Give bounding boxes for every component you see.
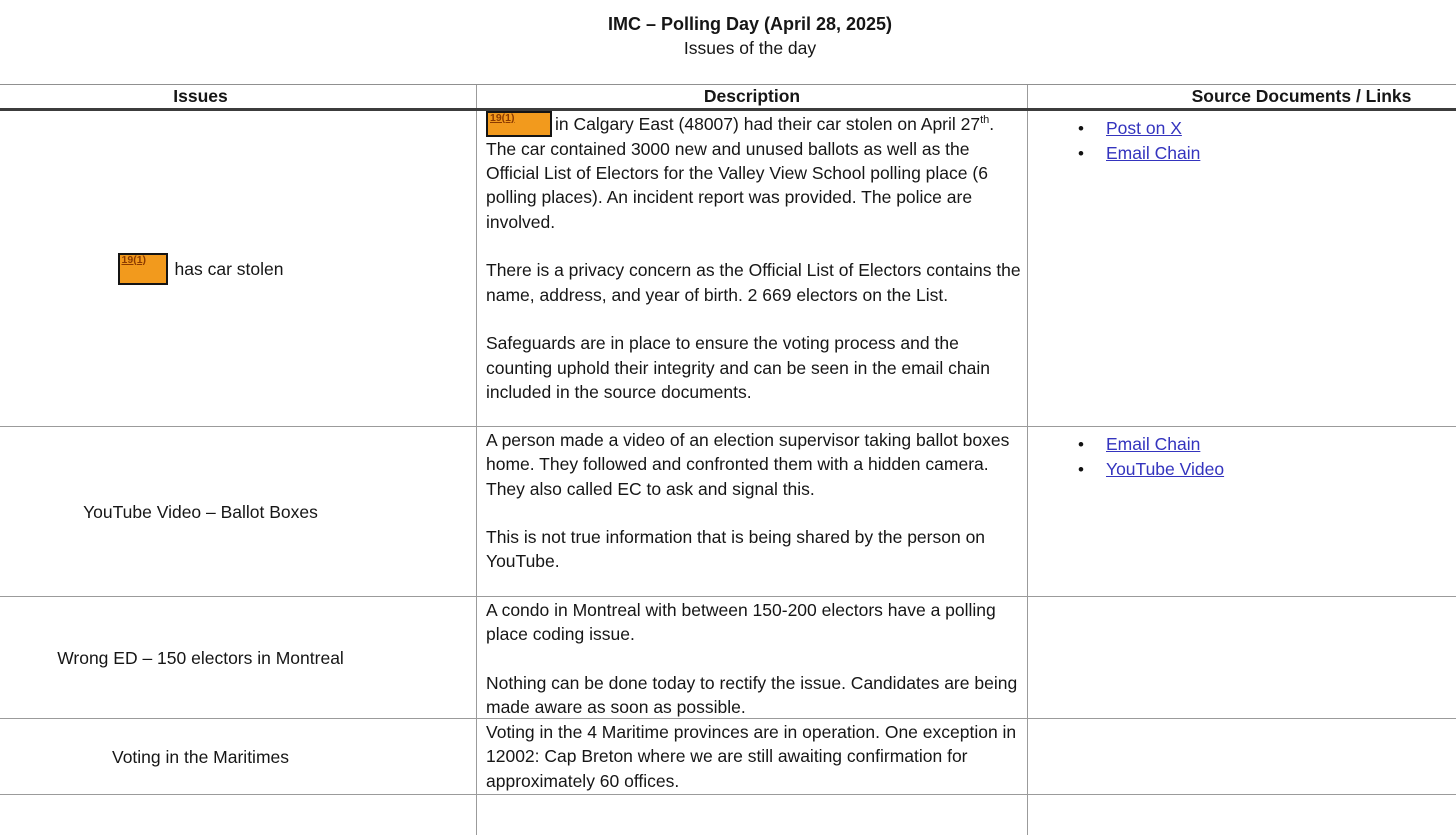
description-paragraph [486, 112, 1021, 234]
bullet-marker: • [1078, 460, 1084, 479]
bullet-marker: • [1078, 144, 1084, 163]
title-block [0, 12, 1456, 60]
description-text: . The car contained 3000 new and unused ballots as well as the Official List of Electors for the Valley View School polling place (6 polling places). An incident report was provided. The police are involved. [486, 114, 995, 232]
issue-label: has car stolen [174, 258, 284, 279]
description-paragraph: There is a privacy concern as the Official List of Electors contains the name, address, and year of birth. 2 669 electors on the List. [486, 260, 1021, 305]
page-title: IMC – Polling Day (April 28, 2025) [607, 14, 893, 34]
table-row [0, 719, 1456, 795]
table-header-row [0, 85, 1456, 111]
sources-cell [1028, 427, 1456, 596]
empty-cell [0, 795, 477, 835]
paragraph-gap [486, 647, 1021, 671]
bullet-marker: • [1078, 435, 1084, 454]
issue-cell-maritimes [0, 719, 477, 794]
description-paragraph: A person made a video of an election supervisor taking ballot boxes home. They followed and confronted them with a hidden camera. They also called EC to ask and signal this. [486, 430, 1010, 499]
link-email-chain[interactable]: Email Chain [1106, 143, 1201, 163]
table-row [0, 597, 1456, 719]
column-header-sources: Source Documents / Links [1191, 86, 1412, 106]
description-text: in Calgary East (48007) had their car stolen on April 27 [555, 114, 981, 134]
table-row-empty [0, 795, 1456, 835]
link-email-chain[interactable]: Email Chain [1106, 434, 1201, 454]
empty-cell [477, 795, 1028, 835]
source-link-list [1028, 432, 1456, 482]
description-cell [477, 111, 1028, 426]
issue-cell-car-stolen [0, 111, 477, 426]
description-cell [477, 719, 1028, 794]
list-item [1078, 457, 1456, 482]
table-row [0, 427, 1456, 597]
source-link-list [1028, 116, 1456, 166]
description-paragraph: Safeguards are in place to ensure the voting process and the counting uphold their integrity and can be seen in the email chain included in the source documents. [486, 333, 990, 402]
issue-label: Voting in the Maritimes [111, 746, 290, 767]
list-item [1078, 116, 1456, 141]
empty-cell [1028, 795, 1456, 835]
page-subtitle: Issues of the day [683, 38, 817, 58]
link-youtube-video[interactable]: YouTube Video [1106, 459, 1225, 479]
description-cell [477, 597, 1028, 718]
redaction-code-label: 19(1) [490, 111, 515, 124]
description-paragraph: This is not true information that is being shared by the person on YouTube. [486, 527, 986, 572]
redaction-code-label: 19(1) [121, 253, 147, 266]
issues-table [0, 84, 1456, 835]
list-item [1078, 432, 1456, 457]
sources-cell [1028, 111, 1456, 426]
table-row [0, 111, 1456, 427]
column-header-description: Description [477, 85, 1028, 108]
issue-cell-wrong-ed [0, 597, 477, 718]
description-paragraph: A condo in Montreal with between 150-200 electors have a polling place coding issue. [486, 600, 996, 645]
bullet-marker: • [1078, 119, 1084, 138]
description-paragraph: Voting in the 4 Maritime provinces are in operation. One exception in 12002: Cap Breton where we are still awaiting confirmation for approximately 60 offices. [486, 722, 1017, 791]
column-header-issues: Issues [0, 85, 477, 108]
description-cell [477, 427, 1028, 596]
description-paragraph: Nothing can be done today to rectify the issue. Candidates are being made aware as soon as possible. [486, 672, 1018, 718]
sources-cell [1028, 719, 1456, 794]
list-item [1078, 141, 1456, 166]
issue-label: Wrong ED – 150 electors in Montreal [57, 647, 344, 668]
redaction-box [486, 111, 552, 137]
issue-cell-youtube-video [0, 427, 477, 596]
ordinal-superscript: th [980, 114, 990, 127]
issue-label: YouTube Video – Ballot Boxes [83, 501, 318, 522]
sources-cell [1028, 597, 1456, 718]
paragraph-gap [486, 307, 1021, 331]
redaction-box [118, 253, 168, 285]
link-post-on-x[interactable]: Post on X [1106, 118, 1182, 138]
paragraph-gap [486, 501, 1021, 525]
paragraph-gap [486, 234, 1021, 258]
